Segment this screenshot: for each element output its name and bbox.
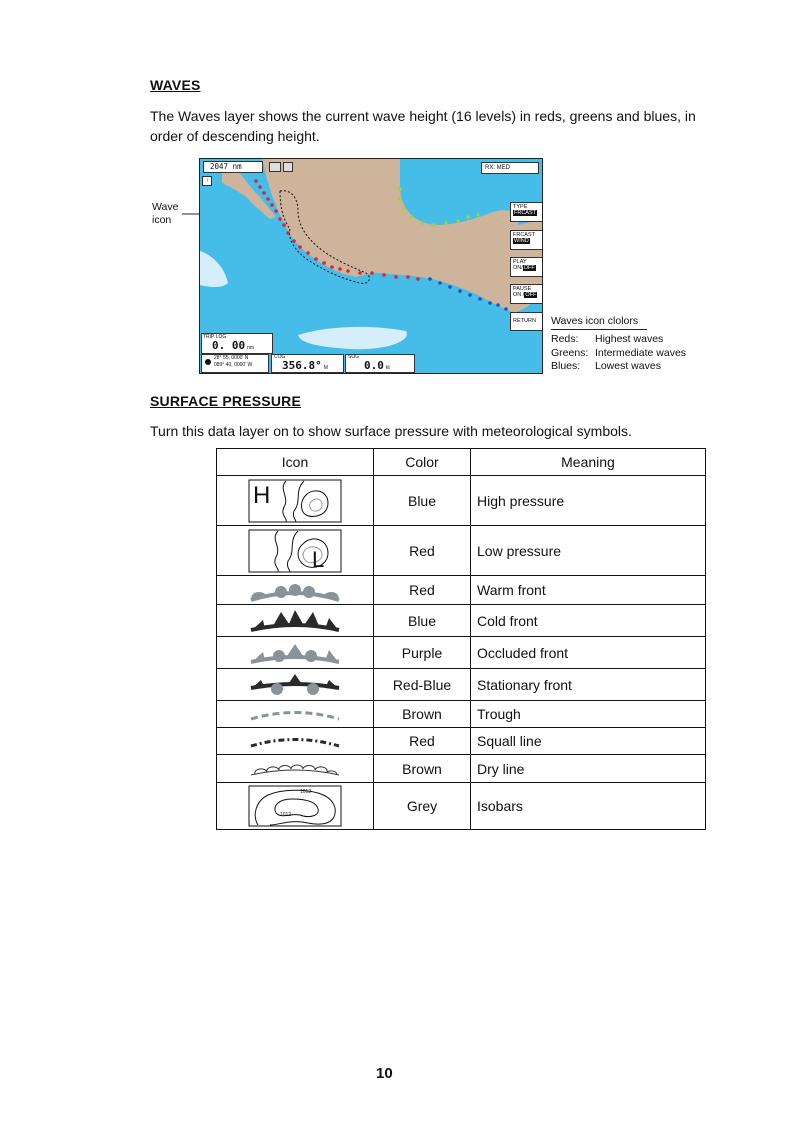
occluded-front-icon <box>247 640 343 666</box>
row-color: Red <box>374 526 471 576</box>
wave-dot <box>266 197 270 201</box>
latitude: 28° 55, 0000' N <box>214 355 249 361</box>
sound-icon[interactable] <box>269 162 281 172</box>
cog-unit: M <box>323 365 328 371</box>
wave-dot <box>278 217 282 221</box>
wave-dot <box>358 271 362 275</box>
wave-dot <box>448 285 452 289</box>
frcast-button[interactable] <box>510 230 543 250</box>
row-meaning: Dry line <box>471 755 706 783</box>
trip-log-label: TRIP LOG <box>203 334 227 340</box>
pause-button[interactable] <box>510 284 543 304</box>
table-row <box>217 637 706 669</box>
wave-dot <box>314 257 318 261</box>
wave-dot <box>438 281 442 285</box>
wave-dot <box>270 203 274 207</box>
legend-color: Reds: <box>551 333 579 345</box>
table-row <box>217 728 706 755</box>
high-pressure-icon <box>248 479 342 523</box>
wave-dot <box>478 297 482 301</box>
high-glyph: H <box>253 481 271 509</box>
row-meaning: Low pressure <box>471 526 706 576</box>
legend-color: Blues: <box>551 360 581 372</box>
refresh-icon[interactable] <box>283 162 293 172</box>
wave-dot <box>504 307 508 311</box>
row-color: Purple <box>374 637 471 669</box>
waves-intro: The Waves layer shows the current wave height (16 levels) in reds, greens and blues, in order of descending height. <box>150 108 696 144</box>
stationary-front-icon <box>247 672 343 698</box>
row-color: Grey <box>374 783 471 830</box>
table-header-row <box>217 449 706 476</box>
sog-unit: kt <box>385 365 390 371</box>
return-button[interactable]: RETURN <box>510 312 543 331</box>
wave-dot <box>428 277 432 281</box>
north-icon[interactable]: ↑ <box>202 176 212 186</box>
wave-dot <box>298 245 302 249</box>
wave-dot <box>254 179 258 183</box>
type-button-label: TYPE <box>513 204 528 210</box>
wave-dot <box>406 275 410 279</box>
wave-map[interactable] <box>199 158 543 374</box>
row-color: Red <box>374 728 471 755</box>
header-color: Color <box>374 449 471 476</box>
wave-dot <box>410 215 414 219</box>
isobar-label-inner: 1012 <box>280 812 292 818</box>
legend-row <box>551 333 686 347</box>
table-row <box>217 476 706 526</box>
wave-dot <box>398 197 402 201</box>
wave-dot <box>402 207 406 211</box>
wave-dot <box>330 265 334 269</box>
row-meaning: Isobars <box>471 783 706 830</box>
isobar-label-top: 1012 <box>300 789 312 795</box>
wave-dot <box>370 271 374 275</box>
table-row <box>217 576 706 605</box>
isobars-icon <box>248 785 342 827</box>
wave-dot <box>496 303 500 307</box>
wave-dot <box>398 187 402 191</box>
wave-dot <box>338 267 342 271</box>
sog-box <box>345 354 415 373</box>
wave-dot <box>258 185 262 189</box>
table-row <box>217 605 706 637</box>
wave-dot <box>444 221 448 225</box>
position-box <box>201 354 269 373</box>
dry-line-icon <box>247 760 343 778</box>
wave-dot <box>458 289 462 293</box>
wave-dot <box>488 301 492 305</box>
symbol-table <box>216 448 706 830</box>
trip-log-box <box>201 333 273 354</box>
pause-button-label: PAUSE <box>513 286 532 292</box>
row-color: Brown <box>374 701 471 728</box>
cog-label: COG <box>274 354 286 360</box>
rx-status: RX: MED <box>481 162 539 174</box>
frcast-button-label: FRCAST <box>513 232 535 238</box>
table-row <box>217 526 706 576</box>
wave-dot <box>416 277 420 281</box>
trip-log-unit: nm <box>247 345 255 351</box>
wave-dot <box>466 215 470 219</box>
legend-desc: Intermediate waves <box>595 346 687 359</box>
wave-dot <box>394 275 398 279</box>
range-value: 2047 nm <box>210 162 242 171</box>
range-readout <box>203 161 263 173</box>
pause-off: OFF <box>525 292 537 298</box>
wave-dot <box>286 231 290 235</box>
pause-on: ON / <box>513 292 525 298</box>
trough-icon <box>247 706 343 722</box>
wave-dot <box>468 293 472 297</box>
table-row <box>217 755 706 783</box>
wave-dot <box>346 269 350 273</box>
wave-dot <box>432 223 436 227</box>
play-on: ON/ <box>513 265 523 271</box>
legend-desc: Lowest waves <box>595 360 661 372</box>
wave-dot <box>262 191 266 195</box>
legend-row <box>551 347 686 361</box>
row-color: Blue <box>374 605 471 637</box>
warm-front-icon <box>247 578 343 602</box>
row-color: Red-Blue <box>374 669 471 701</box>
play-button-label: PLAY <box>513 259 527 265</box>
legend-row <box>551 360 686 374</box>
surface-intro: Turn this data layer on to show surface pressure with meteorological symbols. <box>150 423 632 439</box>
squall-line-icon <box>247 733 343 749</box>
sog-label: SOG <box>348 354 360 360</box>
row-meaning: Squall line <box>471 728 706 755</box>
wave-dot <box>456 219 460 223</box>
wave-dot <box>282 223 286 227</box>
header-meaning: Meaning <box>471 449 706 476</box>
longitude: 089° 40, 0000' W <box>214 362 253 368</box>
trip-log-value: 0. 00 <box>212 339 246 352</box>
row-meaning: Cold front <box>471 605 706 637</box>
row-meaning: High pressure <box>471 476 706 526</box>
legend-title: Waves icon clolors <box>551 315 647 330</box>
row-meaning: Stationary front <box>471 669 706 701</box>
legend-rows <box>551 333 686 374</box>
legend-desc: Highest waves <box>595 333 664 345</box>
row-meaning: Occluded front <box>471 637 706 669</box>
cog-box <box>271 354 344 373</box>
header-icon: Icon <box>217 449 374 476</box>
wave-dot <box>322 261 326 265</box>
wave-dot <box>292 239 296 243</box>
cold-front-icon <box>247 608 343 634</box>
waves-heading: WAVES <box>150 77 201 93</box>
row-meaning: Warm front <box>471 576 706 605</box>
surface-heading: SURFACE PRESSURE <box>150 393 302 409</box>
row-meaning: Trough <box>471 701 706 728</box>
row-color: Red <box>374 576 471 605</box>
frcast-button-value: WIND <box>514 238 529 244</box>
page-number: 10 <box>376 1065 393 1082</box>
wave-dot <box>306 251 310 255</box>
low-pressure-icon <box>248 529 342 573</box>
play-button[interactable] <box>510 257 543 277</box>
wave-icon-label: Wave icon <box>152 201 179 226</box>
play-off: OFF <box>523 265 535 271</box>
sog-value: 0.0 <box>364 359 384 372</box>
position-icon <box>205 359 211 365</box>
row-color: Brown <box>374 755 471 783</box>
table-row <box>217 669 706 701</box>
cog-value: 356.8° <box>282 359 322 372</box>
wave-dot <box>382 273 386 277</box>
legend-color: Greens: <box>551 346 589 359</box>
row-color: Blue <box>374 476 471 526</box>
wave-dot <box>476 213 480 217</box>
type-button-value: FRCAST <box>514 210 536 216</box>
wave-dot <box>274 209 278 213</box>
low-glyph: L <box>312 546 325 572</box>
wave-dot <box>420 221 424 225</box>
type-button[interactable] <box>510 202 543 222</box>
table-row <box>217 783 706 830</box>
table-row <box>217 701 706 728</box>
